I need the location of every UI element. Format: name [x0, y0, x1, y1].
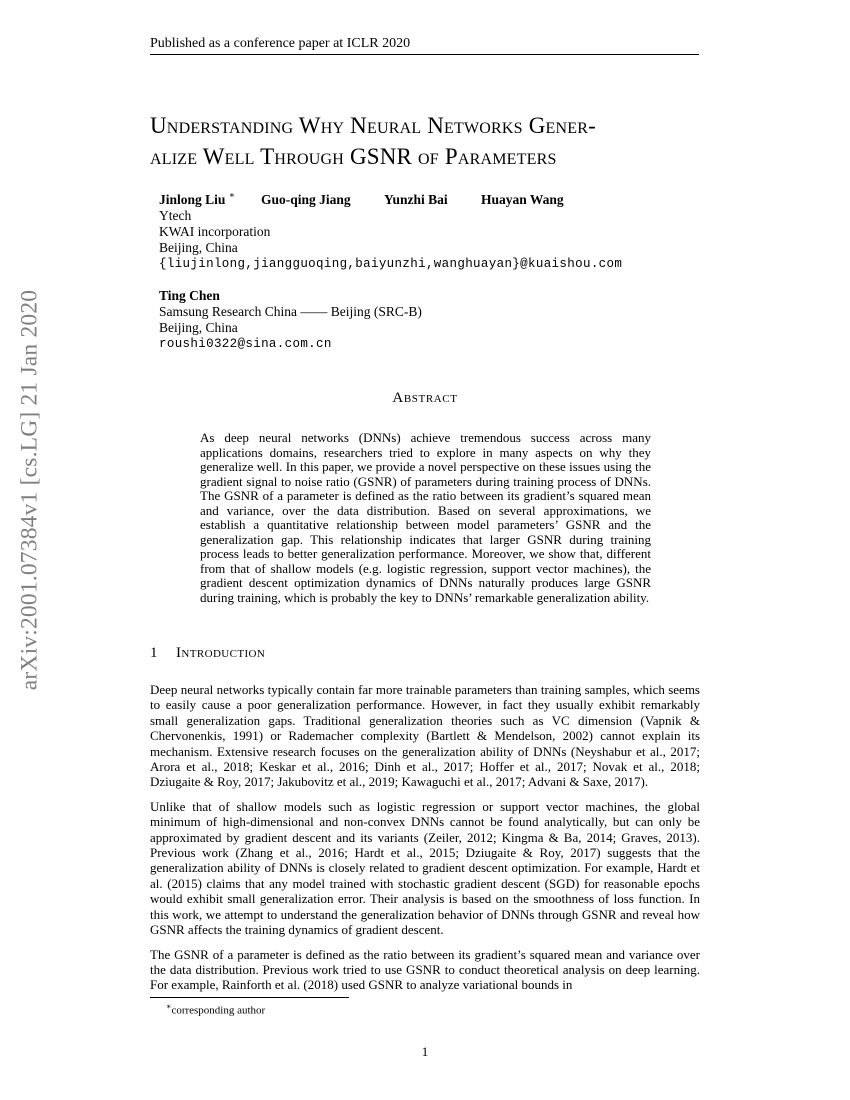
author-email[interactable]: roushi0322@sina.com.cn — [159, 337, 332, 351]
affiliation-line: Beijing, China — [159, 239, 238, 255]
abstract-heading: Abstract — [392, 390, 458, 406]
affiliation-line: Ytech — [159, 207, 192, 223]
title-line-1: Understanding Why Neural Networks Gener- — [150, 113, 596, 138]
author-email[interactable]: {liujinlong,jiangguoqing,baiyunzhi,wanghuayan}@kuaishou.com — [159, 256, 623, 271]
section-number: 1 — [150, 645, 158, 661]
paragraph: Unlike that of shallow models such as logistic regression or support vector machines, the global minimum of high-dimensional and non-convex DNNs cannot be found analytically, but can only be approximated by gradient descent and its variants (Zeiler, 2012; Kingma & Ba, 2014; Graves, 2013). Previous work (Zhang et al., 2016; Hardt et al., 2015; Dziugaite & Roy, 2017) suggests that the generalization ability of DNNs is closely related to gradient descent optimization. For example, Hardt et al. (2015) claims that any model trained with stochastic gradient descent (SGD) for reasonable epochs would exhibit small generalization error. Their analysis is based on the smoothness of loss function. In this work, we attempt to understand the generalization behavior of DNNs through GSNR and reveal how GSNR affects the training dynamics of gradient descent. — [150, 798, 700, 938]
author-names — [159, 187, 699, 208]
footnote-mark: ∗ — [166, 1002, 172, 1011]
arxiv-stamp-text: arXiv:2001.07384v1 [cs.LG] 21 Jan 2020 — [16, 289, 43, 691]
section-body — [150, 682, 700, 1002]
footnote — [166, 1002, 265, 1017]
author-name: Huayan Wang — [481, 191, 564, 207]
corresponding-mark: ∗ — [228, 190, 235, 200]
author-block-1 — [159, 187, 699, 272]
author-name: Yunzhi Bai — [384, 191, 448, 207]
paragraph: The GSNR of a parameter is defined as the ratio between its gradient’s squared mean and variance over the data distribution. Previous work tried to use GSNR to conduct theoretical analysis on deep learning. For example, Rainforth et al. (2018) used GSNR to analyze variational bounds in — [150, 946, 700, 993]
paper-title — [150, 110, 710, 172]
section-title: Introduction — [176, 645, 266, 661]
arxiv-stamp — [0, 0, 60, 1100]
footnote-rule — [150, 997, 349, 998]
affiliation-line: Samsung Research China —— Beijing (SRC-B) — [159, 304, 422, 319]
section-heading — [150, 645, 265, 662]
paragraph: Deep neural networks typically contain far more trainable parameters than training samples, which seems to easily cause a poor generalization performance. However, in fact they usually exhibit remarkably small generalization gaps. Traditional generalization theories such as VC dimension (Vapnik & Chervonenkis, 1991) or Rademacher complexity (Bartlett & Mendelson, 2002) cannot explain its mechanism. Extensive research focuses on the generalization ability of DNNs (Neyshabur et al., 2017; Arora et al., 2018; Keskar et al., 2016; Dinh et al., 2017; Hoffer et al., 2017; Novak et al., 2018; Dziugaite & Roy, 2017; Jakubovitz et al., 2019; Kawaguchi et al., 2017; Advani & Saxe, 2017). — [150, 682, 700, 790]
author-name-text: Jinlong Liu — [159, 191, 226, 207]
affiliation-line: KWAI incorporation — [159, 223, 271, 239]
author-name: Ting Chen — [159, 288, 220, 303]
page-number: 1 — [421, 1044, 429, 1059]
affiliation-line: Beijing, China — [159, 320, 238, 335]
author-name — [159, 187, 261, 208]
footnote-text: corresponding author — [171, 1004, 266, 1017]
abstract-text: As deep neural networks (DNNs) achieve tremendous success across many applications domains, researchers tried to explore in many aspects on why they generalize well. In this paper, we provide a novel perspective on these issues using the gradient signal to noise ratio (GSNR) of parameters during training process of DNNs. The GSNR of a parameter is defined as the ratio between its gradient’s squared mean and variance, over the data distribution. Based on several approximations, we establish a quantitative relationship between model parameters’ GSNR and the generalization gap. This relationship indicates that larger GSNR during training process leads to better generalization performance. Moreover, we show that, different from that of shallow models (e.g. logistic regression, support vector machines), the gradient descent optimization dynamics of DNNs naturally produces large GSNR during training, which is probably the key to DNNs’ remarkable generalization ability. — [200, 430, 651, 605]
author-name: Guo-qing Jiang — [261, 191, 351, 207]
title-line-2: alize Well Through GSNR of Parameters — [150, 144, 557, 169]
running-header: Published as a conference paper at ICLR 2020 — [150, 35, 699, 55]
author-block-2 — [159, 288, 699, 352]
